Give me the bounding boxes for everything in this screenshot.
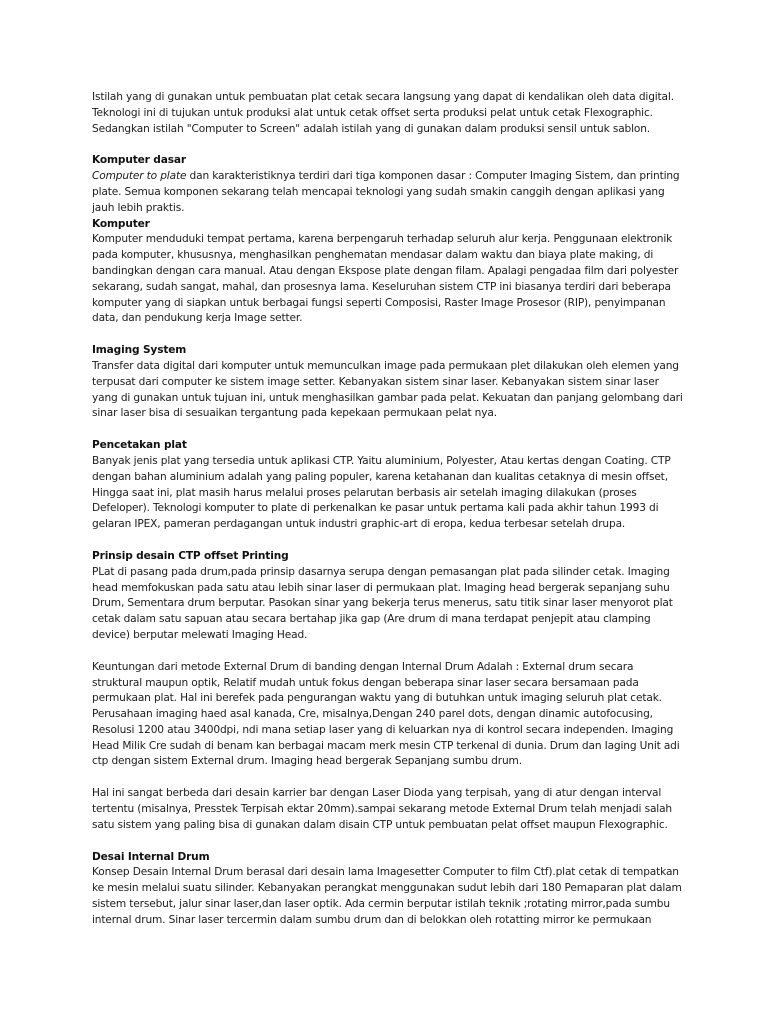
- intro-paragraph: Istilah yang di gunakan untuk pembuatan plat cetak secara langsung yang dapat di kendalikan oleh data digital. Teknologi ini di tujukan untuk produksi alat untuk cetak offset serta produksi pelat untuk cetak Flexographic. Sedangkan istilah "Computer to Screen" adalah istilah yang di gunakan dalam produksi sensil untuk sablon.: [92, 91, 674, 135]
- document-page: [92, 90, 684, 945]
- section-body: Banyak jenis plat yang tersedia untuk aplikasi CTP. Yaitu aluminium, Polyester, Atau kertas dengan Coating. CTP dengan bahan aluminium adalah yang paling populer, karena ketahanan dan kualitas cetaknya di mesin offset, Hingga saat ini, plat masih harus melalui proses pelarutan berbasis air setelah imaging dilakukan (proses Defeloper). Teknologi komputer to plate di perkenalkan ke pasar untuk pertama kali pada akhir tahun 1993 di gelaran IPEX, pameran perdagangan untuk industri graphic-art di eropa, kedua terbesar setelah drupa.: [92, 454, 671, 531]
- page-bottom-fade: [0, 964, 768, 1024]
- section-desai-internal-drum: [92, 850, 684, 929]
- laser-dioda-paragraph: Hal ini sangat berbeda dari desain karrier bar dengan Laser Dioda yang terpisah, yang di atur dengan interval tertentu (misalnya, Presstek Terpisah ektar 20mm).sampai sekarang metode External Drum telah menjadi salah satu sistem yang paling bisa di gunakan dalam disain CTP untuk pembuatan pelat offset maupun Flexographic.: [92, 787, 672, 831]
- section-komputer-dasar: [92, 153, 684, 216]
- keuntungan-paragraph: Keuntungan dari metode External Drum di banding dengan Internal Drum Adalah : External drum secara struktural maupun optik, Relatif mudah untuk fokus dengan beberapa sinar laser secara bersamaan pada permukaan plat. Hal ini berefek pada pengurangan waktu yang di butuhkan untuk imaging seluruh plat cetak. Perusahaan imaging haed asal kanada, Cre, misalnya,Dengan 240 parel dots, dengan dinamic autofocusing, Resolusi 1200 atau 3400dpi, ndi mana setiap laser yang di keluarkan nya di kontrol secara independen. Imaging Head Milik Cre sudah di benam kan berbagai macam merk mesin CTP terkenal di dunia. Drum dan Iaging Unit adi ctp dengan sistem External drum. Imaging head bergerak Sepanjang sumbu drum.: [92, 660, 680, 768]
- section-body: PLat di pasang pada drum,pada prinsip dasarnya serupa dengan pemasangan plat pada silinder cetak. Imaging head memfokuskan pada satu atau lebih sinar laser di permukaan plat. Imaging head bergerak sepanjang suhu Drum, Sementara drum berputar. Pasokan sinar yang bekerja terus menerus, satu titik sinar laser menyorot plat cetak dalam satu sapuan atau secara bertahap jika gap (Are drum di mana terdapat penjepit atau clamping device) berputar melewati Imaging Head.: [92, 565, 673, 641]
- section-imaging-system: [92, 343, 684, 422]
- section-body: Komputer menduduki tempat pertama, karena berpengaruh terhadap seluruh alur kerja. Penggunaan elektronik pada komputer, khususnya, menghasilkan penghematan mendasar dalam waktu dan biaya plate making, di bandingkan dengan cara manual. Atau dengan Ekspose plate dengan filam. Apalagi pengadaa film dari polyester sekarang, sudah sangat, mahal, dan prosesnya lama. Keseluruhan sistem CTP ini biasanya terdiri dari beberapa komputer yang di siapkan untuk berbagai fungsi seperti Composisi, Raster Image Prosesor (RIP), penyimpanan data, dan pendukung kerja Image setter.: [92, 233, 679, 325]
- section-heading: Komputer: [92, 217, 150, 230]
- section-pencetakan-plat: [92, 438, 684, 533]
- section-heading: Desai Internal Drum: [92, 850, 210, 863]
- section-heading: Prinsip desain CTP offset Printing: [92, 549, 289, 562]
- section-prinsip-desain: [92, 549, 684, 644]
- section-heading: Pencetakan plat: [92, 439, 187, 452]
- section-body: Konsep Desain Internal Drum berasal dari desain lama Imagesetter Computer to film Ctf).plat cetak di tempatkan ke mesin melalui suatu silinder. Kebanyakan perangkat menggunakan sudut lebih dari 180 Pemaparan plat dalam sistem tersebut, jalur sinar laser,dan laser optik. Ada cermin berputar istilah teknik ;rotating mirror,pada sumbu internal drum. Sinar laser tercermin dalam sumbu drum dan di belokkan oleh rotatting mirror ke permukaan: [92, 866, 682, 926]
- section-body-text: dan karakteristiknya terdiri dari tiga komponen dasar : Computer Imaging Sistem, dan printing plate. Semua komponen sekarang telah mencapai teknologi yang sudah smakin canggih dengan aplikasi yang jauh lebih praktis.: [92, 170, 680, 214]
- section-heading: Komputer dasar: [92, 154, 186, 167]
- section-body: [92, 169, 684, 216]
- section-body: Transfer data digital dari komputer untuk memunculkan image pada permukaan plet dilakukan oleh elemen yang terpusat dari computer ke sistem image setter. Kebanyakan sistem sinar laser. Kebanyakan sistem sinar laser yang di gunakan untuk tujuan ini, untuk menghasilkan gambar pada pelat. Kekuatan dan panjang gelombang dari sinar laser bisa di sesuaikan tergantung pada kepekaan permukaan pelat nya.: [92, 359, 683, 420]
- italic-term: Computer to plate: [92, 170, 187, 183]
- section-komputer: [92, 217, 684, 328]
- section-heading: Imaging System: [92, 344, 187, 357]
